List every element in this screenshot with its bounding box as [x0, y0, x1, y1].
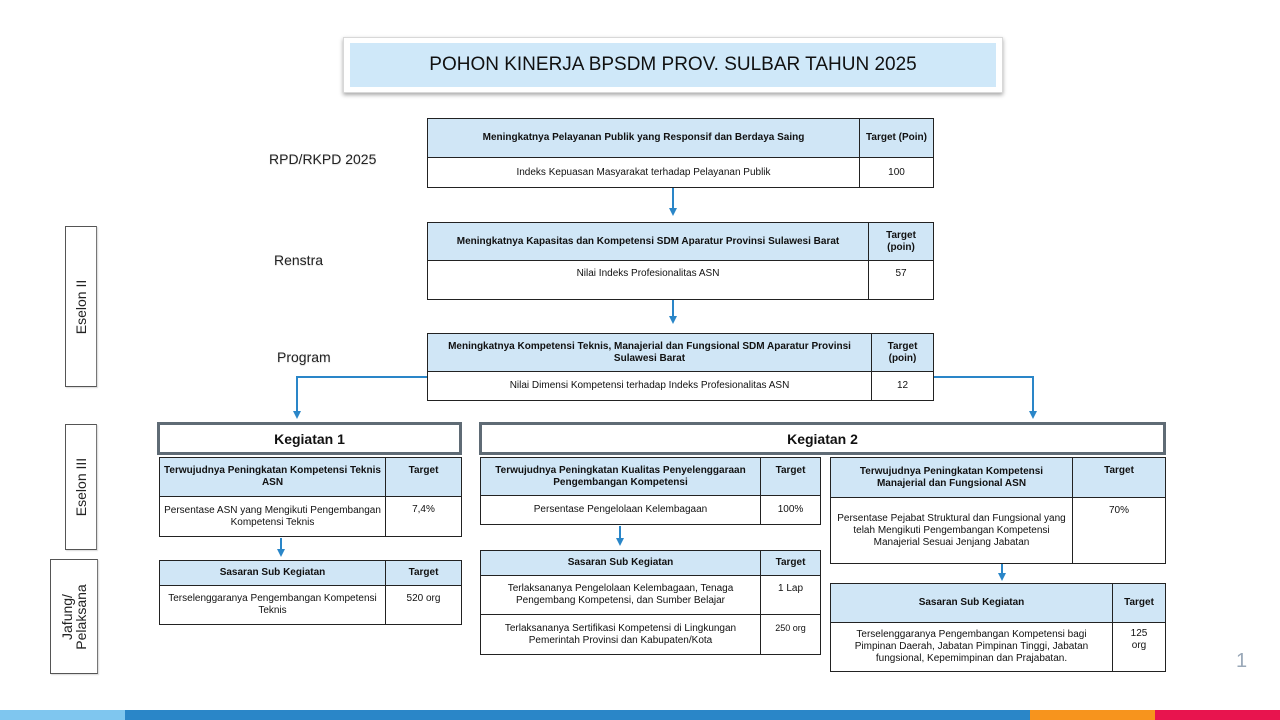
- program-target: 12: [872, 372, 934, 401]
- page-title: POHON KINERJA BPSDM PROV. SULBAR TAHUN 2025: [350, 43, 996, 87]
- table-row: [481, 576, 821, 615]
- kegiatan-2a-sub-target-header: Target: [761, 551, 821, 576]
- rpd-target-header: Target (Poin): [860, 119, 934, 158]
- side-label-eselon-3-text: Eselon III: [73, 457, 89, 517]
- footer-segment-red: [1155, 710, 1280, 720]
- kegiatan-2b-sub-header: Sasaran Sub Kegiatan: [831, 584, 1113, 623]
- kegiatan-2b-target-header: Target: [1073, 458, 1166, 498]
- rpd-table: [427, 118, 934, 188]
- rpd-indicator: Indeks Kepuasan Masyarakat terhadap Pelayanan Publik: [428, 158, 860, 188]
- table-row: [481, 615, 821, 655]
- renstra-goal: Meningkatnya Kapasitas dan Kompetensi SDM Aparatur Provinsi Sulawesi Barat: [428, 223, 869, 261]
- rpd-goal: Meningkatnya Pelayanan Publik yang Responsif dan Berdaya Saing: [428, 119, 860, 158]
- arrow-program-kegiatan1: [297, 377, 428, 415]
- kegiatan-2b-sub-target-header: Target: [1113, 584, 1166, 623]
- renstra-target-header: Target (poin): [869, 223, 934, 261]
- kegiatan-2a-sub-text-1: Terlaksananya Pengelolaan Kelembagaan, Tenaga Pengembang Kompetensi, dan Sumber Belajar: [481, 576, 761, 615]
- kegiatan-2a-target-header: Target: [761, 458, 821, 496]
- kegiatan-2b-goal-table: [830, 457, 1166, 564]
- kegiatan-2a-indicator: Persentase Pengelolaan Kelembagaan: [481, 496, 761, 525]
- arrow-program-kegiatan2: [932, 377, 1033, 415]
- kegiatan-1-target-header: Target: [386, 458, 462, 497]
- kegiatan-1-goal: Terwujudnya Peningkatan Kompetensi Teknis ASN: [160, 458, 386, 497]
- kegiatan-2a-goal: Terwujudnya Peningkatan Kualitas Penyelenggaraan Pengembangan Kompetensi: [481, 458, 761, 496]
- kegiatan-2b-target: 70%: [1073, 498, 1166, 564]
- table-row: [831, 623, 1166, 672]
- footer-segment-orange: [1030, 710, 1155, 720]
- level-label-renstra: Renstra: [274, 252, 324, 268]
- kegiatan-1-sub-header: Sasaran Sub Kegiatan: [160, 561, 386, 586]
- kegiatan-1-sub-target: 520 org: [386, 586, 462, 625]
- kegiatan-2b-sub-table: [830, 583, 1166, 672]
- footer-segment-light-blue: [0, 710, 125, 720]
- kegiatan-1-sub-text: Terselenggaranya Pengembangan Kompetensi Teknis: [160, 586, 386, 625]
- kegiatan-2a-sub-header: Sasaran Sub Kegiatan: [481, 551, 761, 576]
- footer-segment-blue: [125, 710, 1030, 720]
- footer-color-bar: [0, 710, 1280, 720]
- side-label-jafung-text: Jafung/ Pelaksana: [59, 583, 89, 650]
- program-goal: Meningkatnya Kompetensi Teknis, Manajerial dan Fungsional SDM Aparatur Provinsi Sulawesi Barat: [428, 334, 872, 372]
- renstra-target: 57: [869, 261, 934, 300]
- kegiatan-2a-sub-table: [480, 550, 821, 655]
- kegiatan-2a-sub-target-2: 250 org: [761, 615, 821, 655]
- kegiatan-1-indicator: Persentase ASN yang Mengikuti Pengembangan Kompetensi Teknis: [160, 497, 386, 537]
- kegiatan-2a-goal-table: [480, 457, 821, 525]
- kegiatan-2a-sub-text-2: Terlaksananya Sertifikasi Kompetensi di Lingkungan Pemerintah Provinsi dan Kabupaten/Kota: [481, 615, 761, 655]
- level-label-rpd: RPD/RKPD 2025: [269, 151, 377, 167]
- side-label-eselon-2-text: Eselon II: [73, 279, 89, 334]
- kegiatan-2b-indicator: Persentase Pejabat Struktural dan Fungsional yang telah Mengikuti Pengembangan Kompetensi Manajerial Sesuai Jenjang Jabatan: [831, 498, 1073, 564]
- renstra-table: [427, 222, 934, 300]
- renstra-indicator: Nilai Indeks Profesionalitas ASN: [428, 261, 869, 300]
- page-number: 1: [1236, 650, 1248, 672]
- program-target-header: Target (poin): [872, 334, 934, 372]
- kegiatan-1-sub-table: [159, 560, 462, 625]
- kegiatan-2-header: Kegiatan 2: [479, 422, 1166, 455]
- kegiatan-2a-target: 100%: [761, 496, 821, 525]
- kegiatan-2a-sub-target-1: 1 Lap: [761, 576, 821, 615]
- kegiatan-1-sub-target-header: Target: [386, 561, 462, 586]
- kegiatan-1-header: Kegiatan 1: [157, 422, 462, 455]
- kegiatan-1-target: 7,4%: [386, 497, 462, 537]
- kegiatan-2b-sub-target: 125 org: [1113, 623, 1166, 672]
- table-row: [160, 586, 462, 625]
- kegiatan-2b-goal: Terwujudnya Peningkatan Kompetensi Manajerial dan Fungsional ASN: [831, 458, 1073, 498]
- rpd-target: 100: [860, 158, 934, 188]
- program-table: [427, 333, 934, 401]
- kegiatan-2b-sub-text: Terselenggaranya Pengembangan Kompetensi bagi Pimpinan Daerah, Jabatan Pimpinan Tinggi, Jabatan fungsional, Kepemimpinan dan Prajabatan.: [831, 623, 1113, 672]
- kegiatan-1-goal-table: [159, 457, 462, 537]
- level-label-program: Program: [277, 349, 331, 365]
- program-indicator: Nilai Dimensi Kompetensi terhadap Indeks Profesionalitas ASN: [428, 372, 872, 401]
